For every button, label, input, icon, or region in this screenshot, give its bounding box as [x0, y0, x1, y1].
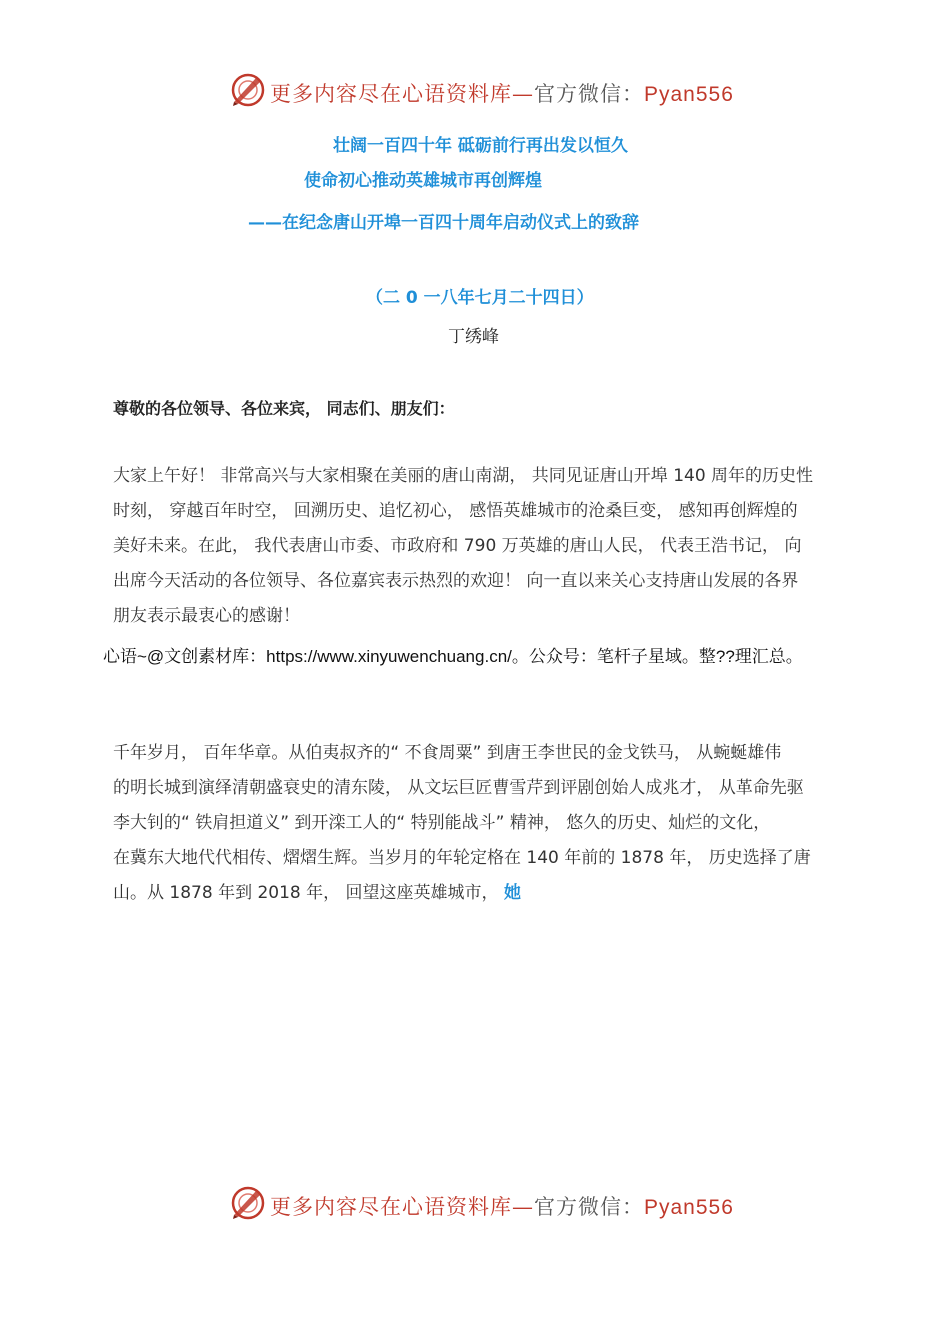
pen-logo-icon	[230, 72, 266, 108]
speech-date: （二 0 一八年七月二十四日）	[366, 288, 594, 308]
paragraph-1	[113, 459, 843, 634]
paragraph-line-last	[113, 876, 843, 911]
footer-banner	[0, 1183, 950, 1227]
paragraph-2	[113, 736, 843, 911]
banner-wechat-label: 官方微信：	[534, 1195, 644, 1219]
paragraph-line: 在冀东大地代代相传、熠熠生辉。当岁月的年轮定格在 140 年前的 1878 年， 历史选择了唐	[113, 848, 811, 868]
paragraph-line: 出席今天活动的各位领导、各位嘉宾表示热烈的欢迎！ 向一直以来关心支持唐山发展的各界	[113, 571, 799, 591]
paragraph-line: 美好未来。在此， 我代表唐山市委、市政府和 790 万英雄的唐山人民， 代表王浩书记， 向	[113, 536, 802, 556]
banner-slogan: 更多内容尽在心语资料库—	[270, 82, 534, 106]
header-banner	[0, 70, 950, 114]
banner-text	[270, 1191, 734, 1221]
title-line-2: 使命初心推动英雄城市再创辉煌	[304, 171, 542, 191]
title-line-3: ——在纪念唐山开埠一百四十周年启动仪式上的致辞	[248, 213, 639, 233]
paragraph-line: 大家上午好！ 非常高兴与大家相聚在美丽的唐山南湖， 共同见证唐山开埠 140 周年的历史性	[113, 466, 814, 486]
paragraph-line: 李大钊的“ 铁肩担道义” 到开滦工人的“ 特别能战斗” 精神， 悠久的历史、灿烂的文化，	[113, 813, 771, 833]
paragraph-line: 时刻， 穿越百年时空， 回溯历史、追忆初心， 感悟英雄城市的沧桑巨变， 感知再创辉煌的	[113, 501, 798, 521]
paragraph-line: 的明长城到演绎清朝盛衰史的清东陵， 从文坛巨匠曹雪芹到评剧创始人成兆才， 从革命先驱	[113, 778, 804, 798]
paragraph-text: 山。从 1878 年到 2018 年， 回望这座英雄城市，	[113, 883, 504, 903]
banner-wechat-id: Pyan556	[644, 83, 734, 106]
banner-wechat-label: 官方微信：	[534, 82, 644, 106]
banner-text	[270, 78, 734, 108]
pen-logo-icon	[230, 1185, 266, 1221]
title-line-1: 壮阔一百四十年 砥砺前行再出发以恒久	[333, 136, 628, 156]
promo-line: 心语~@文创素材库：https://www.xinyuwenchuang.cn/。公众号：笔杆子星域。整??理汇总。	[103, 647, 803, 666]
highlighted-word: 她	[503, 883, 521, 903]
author-name: 丁绣峰	[448, 327, 499, 347]
banner-wechat-id: Pyan556	[644, 1196, 734, 1219]
banner-slogan: 更多内容尽在心语资料库—	[270, 1195, 534, 1219]
paragraph-line: 千年岁月， 百年华章。从伯夷叔齐的“ 不食周粟” 到唐王李世民的金戈铁马， 从蜿蜒雄伟	[113, 743, 782, 763]
paragraph-line: 朋友表示最衷心的感谢！	[113, 606, 300, 626]
salutation: 尊敬的各位领导、各位来宾， 同志们、朋友们：	[113, 399, 455, 418]
